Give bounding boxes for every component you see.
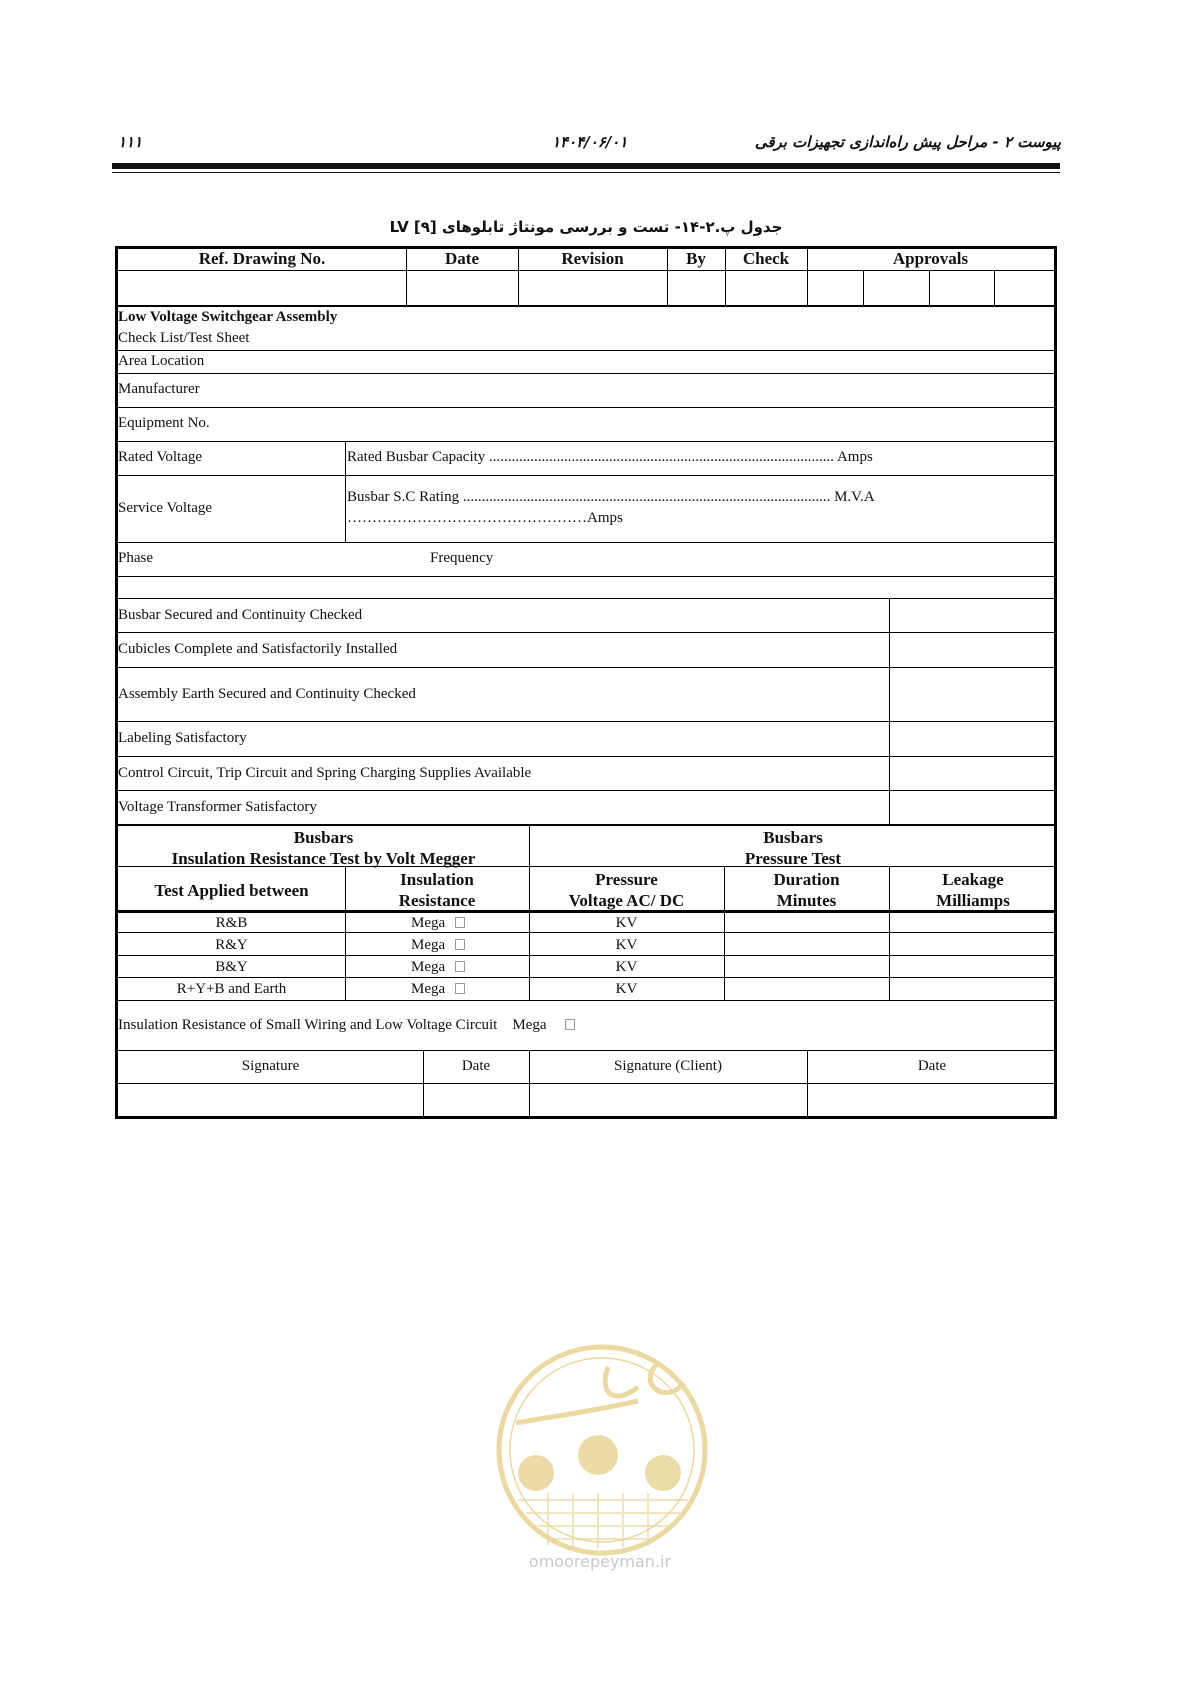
checklist-item: Cubicles Complete and Satisfactorily Installed xyxy=(118,641,398,657)
equipment-no-label: Equipment No. xyxy=(118,415,210,431)
rated-voltage-label: Rated Voltage xyxy=(118,449,203,465)
col-check: Check xyxy=(742,249,790,268)
pressure-test-subtitle: Pressure Test xyxy=(744,849,842,868)
header-date: ۱۴۰۴/۰۶/۰۱ xyxy=(552,133,628,151)
checklist-item: Labeling Satisfactory xyxy=(118,730,247,746)
checkbox-icon xyxy=(455,917,465,928)
col-ref-drawing: Ref. Drawing No. xyxy=(198,249,326,268)
col-minutes: Minutes xyxy=(776,891,837,910)
checklist-item: Busbar Secured and Continuity Checked xyxy=(118,607,363,623)
resistance-cell: Mega xyxy=(411,913,465,934)
checkbox-icon xyxy=(455,939,465,950)
test-between: R+Y+B and Earth xyxy=(176,981,287,997)
amps-line: …………………………………………Amps xyxy=(347,510,623,526)
assembly-title: Low Voltage Switchgear Assembly xyxy=(118,309,338,325)
col-date: Date xyxy=(445,249,479,268)
checklist-item: Assembly Earth Secured and Continuity Checked xyxy=(118,686,416,702)
col-milliamps: Milliamps xyxy=(936,891,1010,910)
watermark-url: omoorepeyman.ir xyxy=(528,1552,672,1571)
checkbox-icon xyxy=(455,961,465,972)
header-rule-thin xyxy=(112,172,1060,173)
insulation-test-title: Busbars xyxy=(293,828,354,847)
service-voltage-label: Service Voltage xyxy=(118,500,213,516)
test-between: R&Y xyxy=(215,937,248,953)
col-by: By xyxy=(686,249,706,268)
col-test-applied-between: Test Applied between xyxy=(154,881,309,900)
col-leakage: Leakage xyxy=(942,870,1004,889)
voltage-cell: KV xyxy=(615,937,638,953)
pressure-test-title: Busbars xyxy=(763,828,823,847)
phase-label: Phase xyxy=(118,550,153,566)
manufacturer-label: Manufacturer xyxy=(118,381,200,397)
busbar-sc-rating-label: Busbar S.C Rating .................................................................................................. M.V.A xyxy=(347,489,875,505)
frequency-label: Frequency xyxy=(430,550,494,566)
resistance-cell: Mega xyxy=(411,935,465,956)
area-location-label: Area Location xyxy=(118,353,205,369)
checklist-item: Control Circuit, Trip Circuit and Spring Charging Supplies Available xyxy=(118,765,532,781)
col-revision: Revision xyxy=(561,249,624,268)
signature-date-label: Date xyxy=(461,1058,491,1074)
signature-label: Signature xyxy=(241,1058,300,1074)
page-number: ۱۱۱ xyxy=(118,133,143,151)
client-date-label: Date xyxy=(917,1058,947,1074)
voltage-cell: KV xyxy=(615,915,638,931)
voltage-cell: KV xyxy=(615,981,638,997)
checklist-item: Voltage Transformer Satisfactory xyxy=(118,799,317,815)
col-insulation: Insulation xyxy=(400,870,474,889)
watermark-emblem xyxy=(488,1335,716,1585)
header-title: پیوست ۲ - مراحل پیش راه‌اندازی تجهیزات برقی xyxy=(754,133,1061,151)
resistance-cell: Mega xyxy=(411,979,465,1000)
col-pressure: Pressure xyxy=(595,870,658,889)
checkbox-icon xyxy=(455,983,465,994)
client-signature-label: Signature (Client) xyxy=(614,1058,722,1074)
insulation-test-subtitle: Insulation Resistance Test by Volt Megger xyxy=(171,849,476,868)
header-rule-thick xyxy=(112,163,1060,169)
resistance-cell: Mega xyxy=(411,957,465,978)
test-between: R&B xyxy=(215,915,248,931)
table-caption: جدول پ.۲-۱۴- تست و بررسی مونتاژ تابلوهای LV [۹] xyxy=(389,218,783,236)
col-voltage-ac-dc: Voltage AC/ DC xyxy=(568,891,685,910)
col-duration: Duration xyxy=(773,870,840,889)
col-resistance: Resistance xyxy=(398,891,476,910)
rated-busbar-capacity-label: Rated Busbar Capacity ............................................................................................ Amps xyxy=(347,449,873,465)
checkbox-icon xyxy=(565,1019,575,1030)
col-approvals: Approvals xyxy=(892,249,969,268)
voltage-cell: KV xyxy=(615,959,638,975)
assembly-subtitle: Check List/Test Sheet xyxy=(118,330,250,346)
test-between: B&Y xyxy=(215,959,248,975)
small-wiring-row: Insulation Resistance of Small Wiring and Low Voltage Circuit Mega xyxy=(118,1015,575,1036)
